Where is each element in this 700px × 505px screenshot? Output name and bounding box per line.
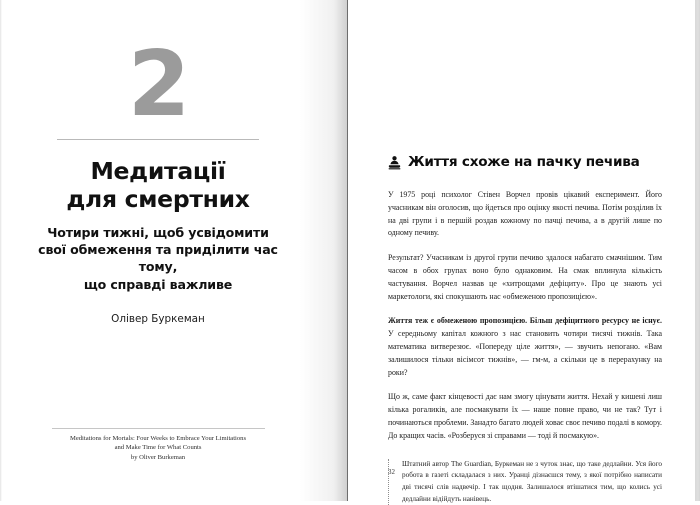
gutter-shadow-right bbox=[695, 0, 700, 501]
page-edge-left bbox=[0, 0, 2, 501]
original-title-line-1: Meditations for Mortals: Four Weeks to Embrace Your Limitations bbox=[69, 435, 247, 442]
chapter-number: 2 bbox=[127, 32, 189, 137]
gutter-shadow-left bbox=[300, 0, 347, 501]
body-paragraph bbox=[388, 315, 662, 379]
meditating-person-icon bbox=[388, 155, 401, 170]
side-note-text: Штатний автор The Guardian, Буркеман не з чуток знає, що таке дедлайни. Уся його робота в газеті складалася з них. Уранці дізнаєшся тему, з якої потрібно написати дві тисячі слів надвечір. І так щодня. Залишалося втішатися тим, що колись усі дедлайни відійдуть нанівець. bbox=[402, 459, 662, 503]
paragraph-lead-sentence: Життя теж є обмеженою пропозицією. Більш дефіцитного ресурсу не існує. bbox=[388, 316, 662, 326]
chapter-subtitle bbox=[34, 224, 282, 293]
chapter-title bbox=[34, 158, 282, 213]
chapter-title-line-2: для смертних bbox=[66, 184, 250, 213]
chapter-subtitle-line-3: що справді важливе bbox=[83, 276, 233, 292]
body-paragraph bbox=[388, 391, 662, 442]
original-author-credit: by Oliver Burkeman bbox=[130, 453, 186, 461]
right-page bbox=[347, 0, 700, 501]
page-number: 32 bbox=[388, 468, 395, 476]
chapter-divider bbox=[57, 139, 259, 140]
body-paragraph bbox=[388, 252, 662, 303]
chapter-title-line-1: Медитації bbox=[90, 156, 226, 185]
paragraph-text: У середньому капітал кожного з нас становить чотири тисячі тижнів. Така математика витверезює. «Попереду ціле життя», — звучить непогано. «Вам залишилося тільки вісімсот тижнів», — гм-м, а скільки це в перерахунку на роки? bbox=[388, 329, 662, 377]
right-page-content bbox=[388, 155, 662, 505]
chapter-author: Олівер Буркеман bbox=[111, 312, 205, 325]
chapter-subtitle-line-1: Чотири тижні, щоб усвідомити bbox=[47, 225, 269, 241]
paragraph-text: Що ж, саме факт кінцевості дає нам змогу цінувати життя. Нехай у кишені лиш кілька рогаликів, але посмакувати їх — наше повне право, чи не так? Тут і починаються проблеми. Занадто багато людей ховає своє печиво подалі в комору. До кращих часів. «Розберуся зі справами — тоді й посмакую». bbox=[388, 392, 662, 440]
left-page bbox=[0, 0, 347, 501]
body-paragraph bbox=[388, 189, 662, 240]
left-page-footer bbox=[36, 428, 280, 462]
chapter-opener bbox=[34, 32, 282, 325]
paragraph-text: Результат? Учасникам із другої групи печиво здалося набагато смачнішим. Тим часом в обох групах воно було однаковим. На смак вплинула кількість частування. Ворчел назвав це «хитрощами дефіциту». Про це знають усі маркетологи, які спокушають нас «обмеженою пропозицією». bbox=[388, 253, 662, 301]
footer-divider bbox=[52, 428, 265, 429]
section-heading-text: Життя схоже на пачку печива bbox=[408, 154, 640, 171]
section-heading bbox=[388, 155, 662, 170]
original-title-credit bbox=[36, 434, 280, 462]
original-title-line-2: and Make Time for What Counts bbox=[114, 444, 202, 452]
chapter-subtitle-line-2: свої обмеження та приділити час тому, bbox=[38, 242, 278, 275]
side-note-callout bbox=[388, 459, 662, 505]
paragraph-text: У 1975 році психолог Стівен Ворчел провів цікавий експеримент. Його учасникам він оголосив, що йдеться про оцінку якості печива. Потім розділив їх на дві групи і в першій роздав кожному по пачці печива, а в другій лише по одному печиву. bbox=[388, 190, 662, 238]
